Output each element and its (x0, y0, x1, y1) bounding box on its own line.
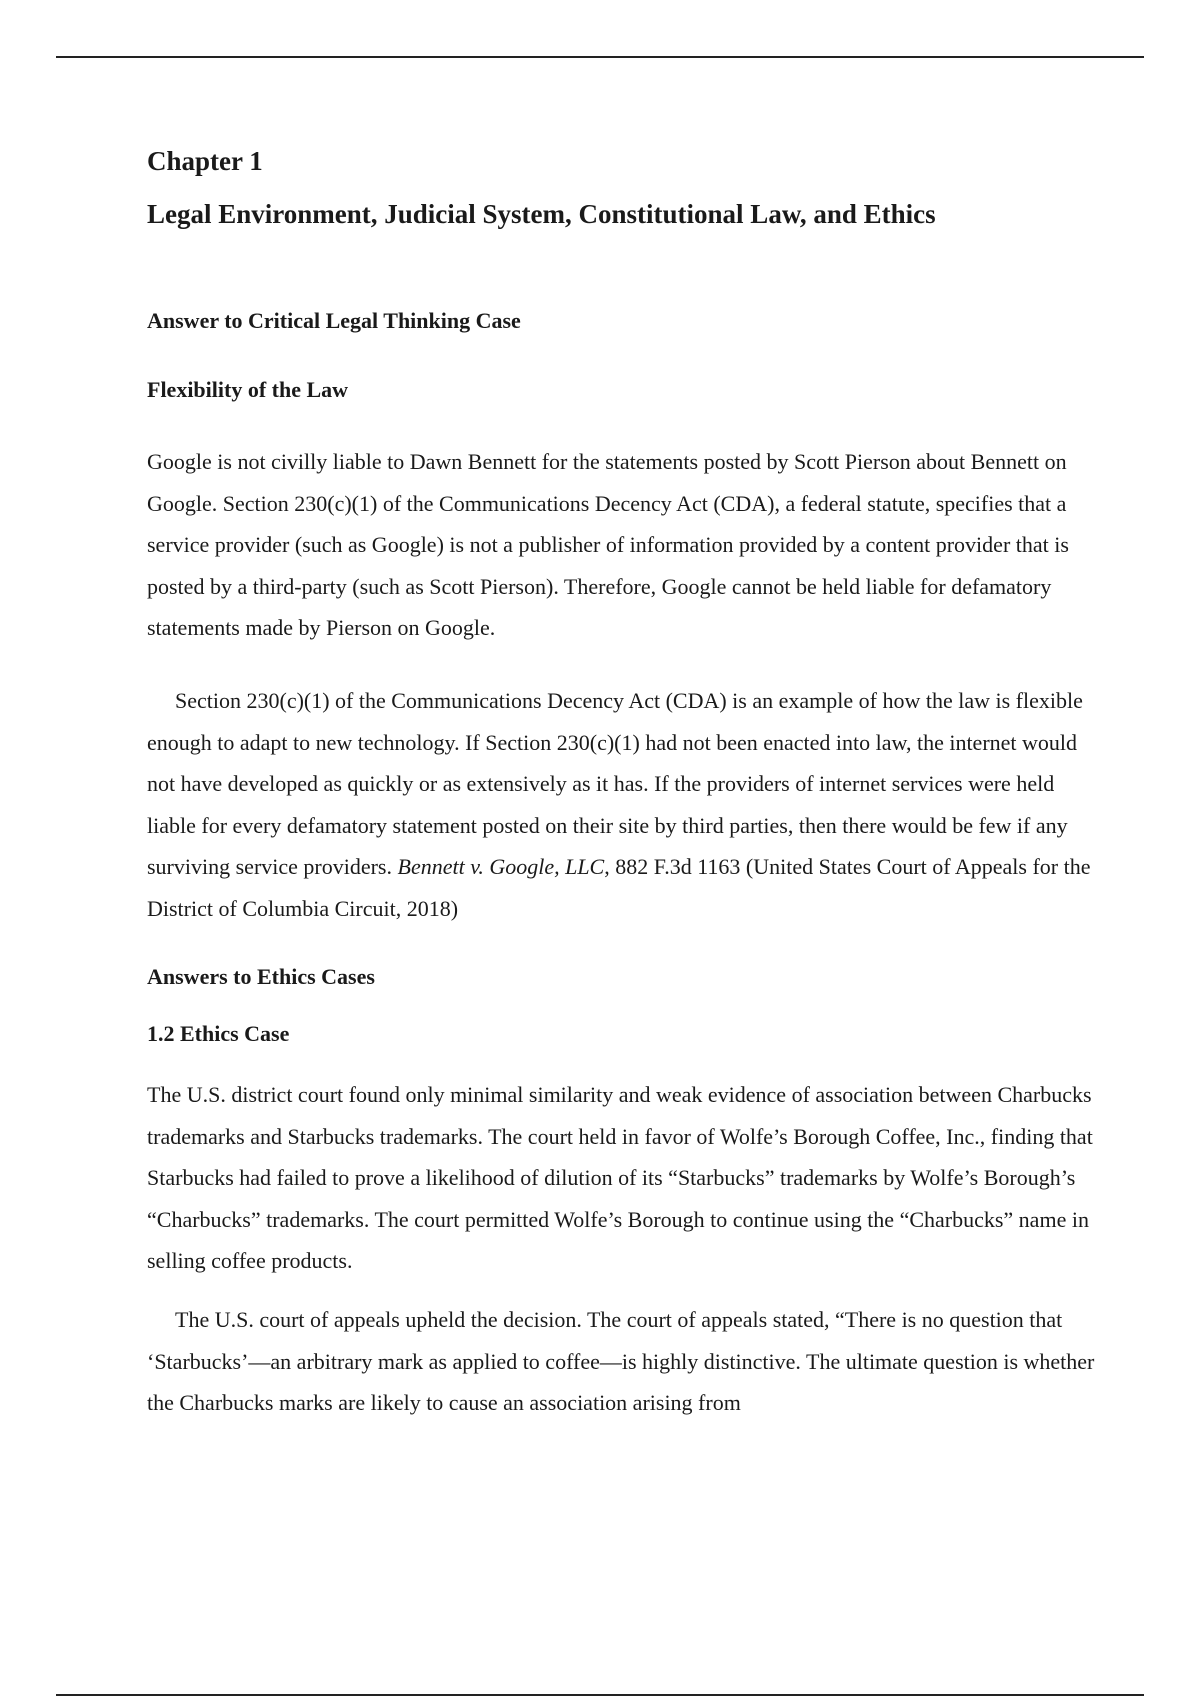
chapter-label: Chapter 1 (147, 146, 263, 176)
section-heading-ethics-cases: Answers to Ethics Cases (147, 964, 375, 989)
chapter-title: Legal Environment, Judicial System, Constitutional Law, and Ethics (147, 199, 936, 229)
top-rule (56, 56, 1144, 58)
paragraph-cda-text: Section 230(c)(1) of the Communications Decency Act (CDA) is an example of how the law is flexible enough to adapt to new technology. If Section 230(c)(1) had not been enacted into law, the internet would not have developed as quickly or as extensively as it has. If the providers of internet services were held liable for every defamatory statement posted on their site by third parties, then there would be few if any surviving service providers. (147, 688, 1083, 880)
paragraph-district-court: The U.S. district court found only minimal similarity and weak evidence of association between Charbucks trademarks and Starbucks trademarks. The court held in favor of Wolfe’s Borough Coffee, Inc., finding that Starbucks had failed to prove a likelihood of dilution of its “Starbucks” trademarks by Wolfe’s Borough’s “Charbucks” trademarks. The court permitted Wolfe’s Borough to continue using the “Charbucks” name in selling coffee products. (147, 1082, 1093, 1274)
subheading-ethics-case-1-2: 1.2 Ethics Case (147, 1021, 290, 1046)
case-citation: , 882 F.3d 1163 (United States Court of Appeals for the District of Columbia Circuit, 2018) (147, 854, 1091, 921)
section-heading-critical-legal-thinking: Answer to Critical Legal Thinking Case (147, 308, 521, 333)
case-name: Bennett v. Google, LLC (397, 854, 605, 880)
paragraph-cda-flexibility (147, 680, 1102, 930)
subheading-flexibility-of-law: Flexibility of the Law (147, 377, 349, 402)
paragraph-google-liability: Google is not civilly liable to Dawn Bennett for the statements posted by Scott Pierson about Bennett on Google. Section 230(c)(1) of the Communications Decency Act (CDA), a federal statute, specifies that a service provider (such as Google) is not a publisher of information provided by a content provider that is posted by a third-party (such as Scott Pierson). Therefore, Google cannot be held liable for defamatory statements made by Pierson on Google. (147, 449, 1069, 641)
paragraph-court-of-appeals: The U.S. court of appeals upheld the decision. The court of appeals stated, “There is no question that ‘Starbucks’—an arbitrary mark as applied to coffee—is highly distinctive. The ultimate question is whether the Charbucks marks are likely to cause an association arising from (147, 1307, 1095, 1416)
bottom-rule (56, 1694, 1144, 1696)
